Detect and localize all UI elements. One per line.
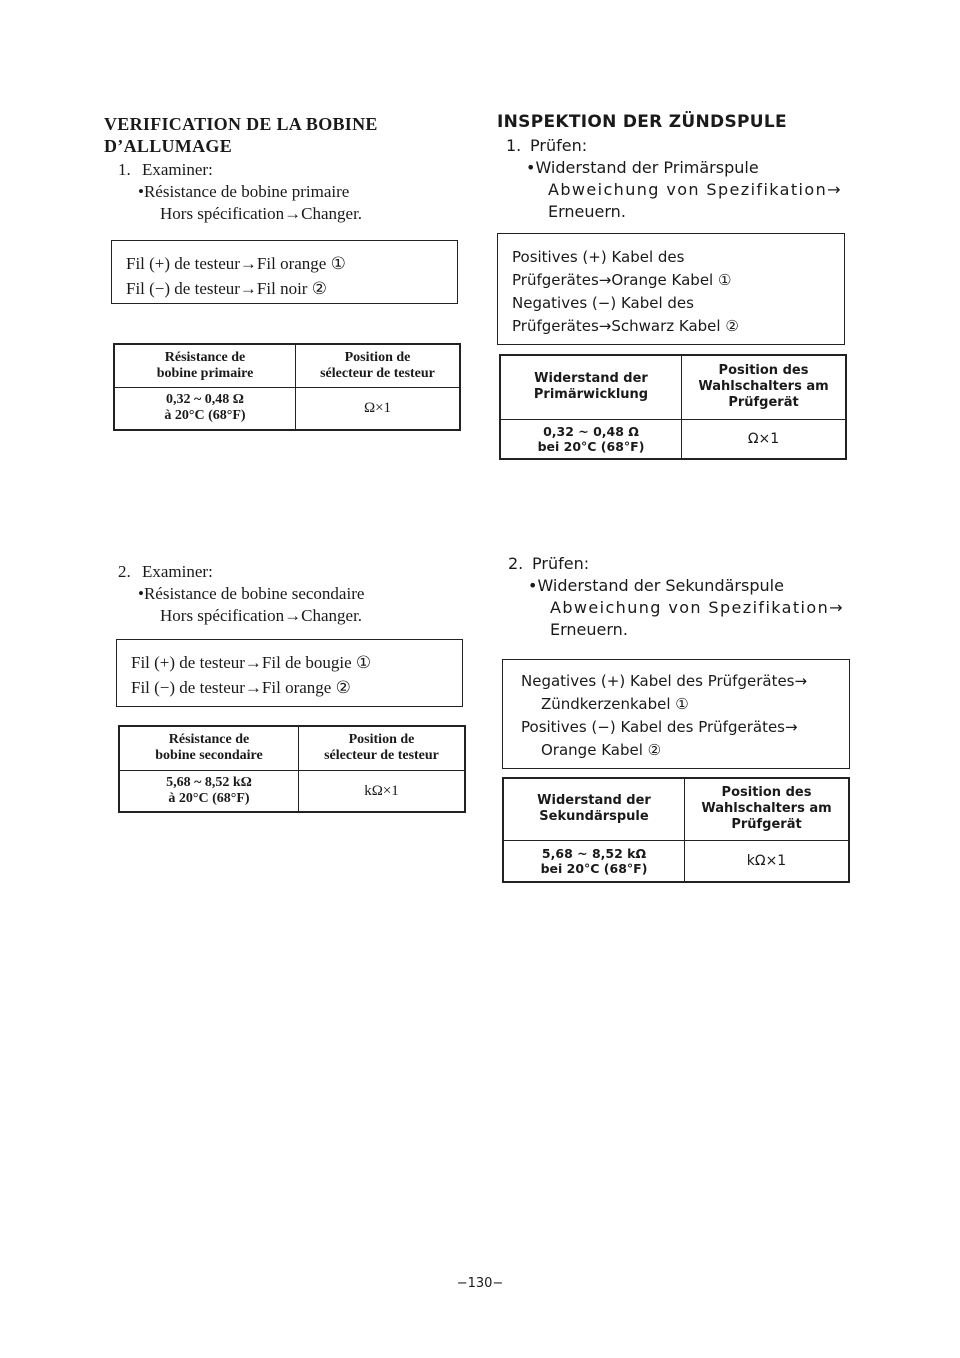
french-step2-note: Hors spécification→Changer. bbox=[160, 606, 363, 625]
german-step1-spec-table bbox=[499, 354, 847, 460]
page-number: −130− bbox=[456, 1276, 504, 1291]
french-step2-table-value-resistance: 5,68 ~ 8,52 kΩ à 20°C (68°F) bbox=[119, 770, 299, 812]
french-step2-table-head-position: Position de sélecteur de testeur bbox=[299, 726, 466, 770]
german-step2-spec-table bbox=[502, 777, 850, 883]
french-step1-number: 1. bbox=[118, 160, 131, 179]
german-step2-table-head-position: Position des Wahlschalters am Prüfgerät bbox=[685, 778, 850, 840]
german-step1-note-line1: Abweichung von Spezifikation→ bbox=[548, 180, 842, 199]
german-step2-table-value-position: kΩ×1 bbox=[685, 840, 850, 882]
french-step2-table-head-resistance: Résistance de bobine secondaire bbox=[119, 726, 299, 770]
german-step2-box-line2: Zündkerzenkabel ① bbox=[541, 695, 689, 713]
german-step1 bbox=[506, 135, 866, 223]
french-title-line2: D’ALLUMAGE bbox=[104, 136, 232, 156]
french-step1-box-line1: Fil (+) de testeur→Fil orange ① bbox=[126, 254, 346, 273]
german-step2-table-head-resistance: Widerstand der Sekundärspule bbox=[503, 778, 685, 840]
german-step1-item: •Widerstand der Primärspule bbox=[526, 158, 759, 177]
french-step1-table-value-resistance: 0,32 ~ 0,48 Ω à 20°C (68°F) bbox=[114, 387, 296, 430]
german-step2 bbox=[508, 553, 868, 641]
german-step2-box-line4: Orange Kabel ② bbox=[541, 741, 662, 759]
german-step1-connection-box bbox=[497, 233, 845, 345]
german-step1-table-head-resistance: Widerstand der Primärwicklung bbox=[500, 355, 682, 419]
french-step1-spec-table bbox=[113, 343, 461, 431]
french-step1-box-line2: Fil (−) de testeur→Fil noir ② bbox=[126, 279, 327, 298]
german-step1-table-value-resistance: 0,32 ~ 0,48 Ω bei 20°C (68°F) bbox=[500, 419, 682, 459]
german-step1-note-line2: Erneuern. bbox=[548, 202, 626, 221]
german-title: INSPEKTION DER ZÜNDSPULE bbox=[497, 112, 787, 132]
german-step2-table-value-resistance: 5,68 ~ 8,52 kΩ bei 20°C (68°F) bbox=[503, 840, 685, 882]
french-step1-table-head-resistance: Résistance de bobine primaire bbox=[114, 344, 296, 387]
german-step1-box-line3: Negatives (−) Kabel des bbox=[512, 294, 694, 312]
french-step2 bbox=[118, 561, 468, 627]
french-step2-item: •Résistance de bobine secondaire bbox=[138, 584, 365, 603]
german-step2-connection-box bbox=[502, 659, 850, 769]
french-step2-connection-box bbox=[116, 639, 463, 707]
french-step2-spec-table bbox=[118, 725, 466, 813]
french-step2-label: Examiner: bbox=[142, 562, 213, 581]
german-step1-box-line1: Positives (+) Kabel des bbox=[512, 248, 685, 266]
french-step2-box-line1: Fil (+) de testeur→Fil de bougie ① bbox=[131, 653, 372, 672]
german-step2-number: 2. bbox=[508, 554, 524, 573]
french-step2-table-value-position: kΩ×1 bbox=[299, 770, 466, 812]
french-step1-table-value-position: Ω×1 bbox=[296, 387, 461, 430]
german-section-title bbox=[497, 111, 857, 133]
french-step1-item: •Résistance de bobine primaire bbox=[138, 182, 350, 201]
german-step1-table-head-position: Position des Wahlschalters am Prüfgerät bbox=[682, 355, 847, 419]
german-step1-box-line2: Prüfgerätes→Orange Kabel ① bbox=[512, 271, 732, 289]
german-step2-note-line1: Abweichung von Spezifikation→ bbox=[550, 598, 844, 617]
german-step1-number: 1. bbox=[506, 136, 522, 155]
french-step1-table-head-position: Position de sélecteur de testeur bbox=[296, 344, 461, 387]
french-step1-label: Examiner: bbox=[142, 160, 213, 179]
french-step1 bbox=[118, 159, 468, 225]
german-step2-box-line3: Positives (−) Kabel des Prüfgerätes→ bbox=[521, 718, 798, 736]
german-step1-label: Prüfen: bbox=[530, 136, 588, 155]
french-section-title bbox=[104, 113, 464, 157]
french-step1-note: Hors spécification→Changer. bbox=[160, 204, 363, 223]
german-step2-note-line2: Erneuern. bbox=[550, 620, 628, 639]
german-step1-table-value-position: Ω×1 bbox=[682, 419, 847, 459]
french-title-line1: VERIFICATION DE LA BOBINE bbox=[104, 114, 378, 134]
german-step2-label: Prüfen: bbox=[532, 554, 590, 573]
german-step2-item: •Widerstand der Sekundärspule bbox=[528, 576, 784, 595]
french-step2-box-line2: Fil (−) de testeur→Fil orange ② bbox=[131, 678, 351, 697]
german-step2-box-line1: Negatives (+) Kabel des Prüfgerätes→ bbox=[521, 672, 808, 690]
french-step1-connection-box bbox=[111, 240, 458, 304]
german-step1-box-line4: Prüfgerätes→Schwarz Kabel ② bbox=[512, 317, 739, 335]
french-step2-number: 2. bbox=[118, 562, 131, 581]
